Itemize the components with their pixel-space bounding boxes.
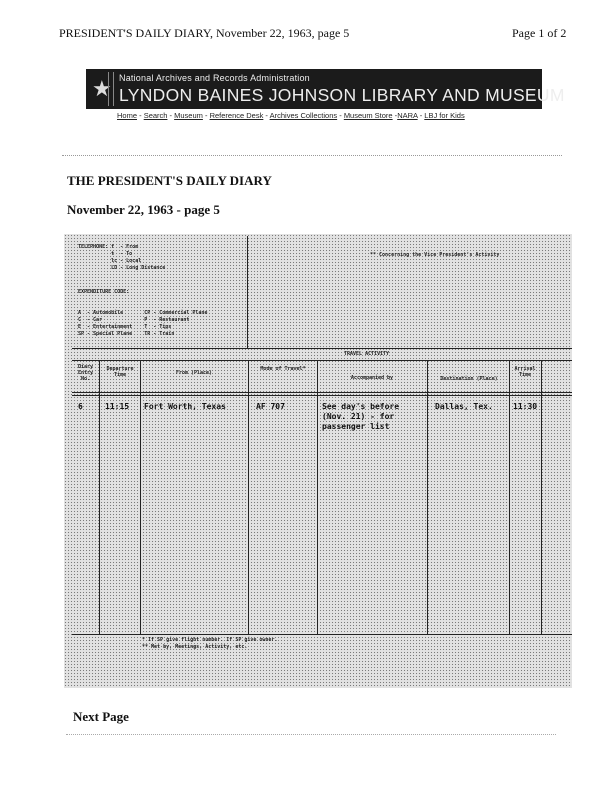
print-header-title: PRESIDENT'S DAILY DIARY, November 22, 1963, page 5 [59,26,350,40]
col-from-place: From (Place) [175,370,213,376]
nav-search[interactable]: Search [143,111,168,120]
column-divider [541,360,542,634]
form-rule [72,360,572,361]
column-divider [317,360,318,634]
banner-title: LYNDON BAINES JOHNSON LIBRARY AND MUSEUM [119,85,565,105]
expenditure-codes-title: EXPENDITURE CODE: [78,289,130,295]
banner-subtitle: National Archives and Records Administration [119,73,310,83]
form-rule [72,392,572,393]
entry-accompanied-by: See day's before (Nov. 21) - for passenger list [322,402,400,431]
col-mode-of-travel: Mode of Travel* [260,366,306,372]
next-page-link[interactable]: Next Page [73,709,129,724]
nav-archives-collections[interactable]: Archives Collections [269,111,338,120]
form-rule [72,348,572,349]
expenditure-codes: A - Automobile CP - Commercial Plane C - Car P - Restaurant E - Entertainment T - Tips SP - Special Plane TR - Train [78,310,208,337]
footer-divider [66,734,556,735]
entry-arrival-time: 11:30 [513,402,538,411]
travel-activity-title: TRAVEL ACTIVITY [344,351,390,357]
diary-page-scan [64,234,572,688]
column-divider [140,360,141,634]
col-accompanied-by: Accompanied by [350,375,394,381]
page-title: THE PRESIDENT'S DAILY DIARY [67,173,272,188]
form-rule [72,395,572,396]
col-diary-entry: Diary Entry No. [77,364,94,382]
codes-divider [247,236,248,348]
print-page-number: Page 1 of 2 [512,26,567,40]
entry-departure-time: 11:15 [105,402,130,411]
entry-mode-of-travel: AF 707 [256,402,285,411]
nav-reference-desk[interactable]: Reference Desk [209,111,264,120]
vice-president-note: ** Concerning the Vice President's Activity [370,252,500,258]
col-arrival-time: Arrival Time [514,366,536,378]
star-icon: ★ [92,77,112,102]
column-divider [509,360,510,634]
page-subtitle: November 22, 1963 - page 5 [67,202,220,217]
entry-destination: Dallas, Tex. [435,402,493,411]
column-divider [248,360,249,634]
nav-museum[interactable]: Museum [174,111,203,120]
nav-museum-store[interactable]: Museum Store [343,111,393,120]
col-destination: Destination (Place) [440,376,498,382]
column-divider [99,360,100,634]
column-divider [427,360,428,634]
site-navigation: Home - Search - Museum - Reference Desk - Archives Collections - Museum Store -NARA - LBJ for Kids [117,111,465,120]
lbj-library-banner[interactable] [86,69,565,109]
form-footnotes: * If SP give flight number. If SP give owner. ** Met by, Meetings, Activity, etc. [142,637,278,650]
nav-nara[interactable]: NARA [397,111,418,120]
entry-from-place: Fort Worth, Texas [144,402,226,411]
form-rule [72,634,572,635]
divider [62,155,562,156]
nav-home[interactable]: Home [117,111,138,120]
telephone-codes: TELEPHONE: f - From t - To lc - Local LD - Long Distance [78,244,166,271]
col-departure-time: Departure Time [106,366,134,378]
flag-stripes-icon [108,72,114,106]
nav-lbj-for-kids[interactable]: LBJ for Kids [424,111,465,120]
entry-number: 6 [78,402,83,411]
